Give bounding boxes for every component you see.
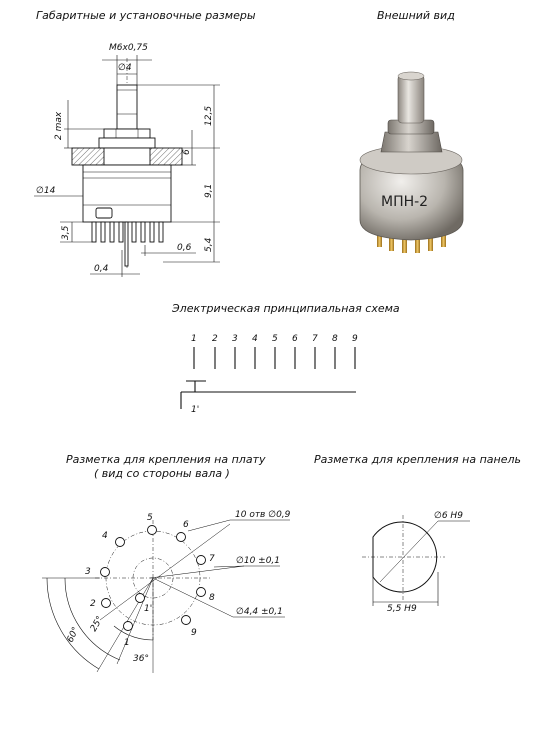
outline-drawing <box>34 43 220 277</box>
dim-2-max: 2 max <box>54 111 64 140</box>
circle-10-label: ∅10 ±0,1 <box>236 556 281 566</box>
hole-label-4: 4 <box>102 531 108 541</box>
dim-0-6: 0,6 <box>177 243 192 253</box>
holes-note: 10 отв ∅0,9 <box>235 510 291 520</box>
hole-label-1: 1 <box>124 638 130 648</box>
shaft-dia-label: ∅4 <box>118 63 132 73</box>
dim-5-4: 5,4 <box>204 237 214 252</box>
angle-25-label: 25° <box>88 614 106 634</box>
angle-60-label: 60° <box>65 625 82 645</box>
contact-label-6: 6 <box>292 334 298 344</box>
board-marking-heading: Разметка для крепления на плату <box>66 453 266 466</box>
nut <box>104 129 150 138</box>
hole-label-5: 5 <box>147 513 153 523</box>
pins <box>92 222 163 266</box>
hole-label-6: 6 <box>183 520 189 530</box>
dim-0-4: 0,4 <box>94 264 109 274</box>
product-photo <box>360 72 463 253</box>
appearance-heading: Внешний вид <box>377 9 455 22</box>
dim-6: 6 <box>182 149 192 155</box>
body-dia-label: ∅14 <box>36 186 56 196</box>
contact-label-4: 4 <box>252 334 258 344</box>
contact-label-1: 1 <box>191 334 197 344</box>
hole-label-8: 8 <box>209 593 215 603</box>
shaft <box>117 85 137 129</box>
board-layout <box>42 510 291 673</box>
dim-12-5: 12,5 <box>204 105 214 126</box>
schematic-heading: Электрическая принципиальная схема <box>172 302 400 315</box>
contact-label-8: 8 <box>332 334 338 344</box>
dim-3-5: 3,5 <box>61 225 71 240</box>
thread-dim-label: М6х0,75 <box>109 43 148 53</box>
dim-9-1: 9,1 <box>204 183 214 198</box>
hole-label-9: 9 <box>191 628 197 638</box>
panel-layout <box>362 511 470 614</box>
panel-flat-width-label: 5,5 H9 <box>387 604 417 614</box>
hole-label-common: 1' <box>144 604 153 614</box>
panel-hole-dia-label: ∅6 H9 <box>434 511 463 521</box>
common-contact-label: 1' <box>191 405 200 415</box>
hole-label-3: 3 <box>85 567 91 577</box>
hole-label-7: 7 <box>209 554 215 564</box>
contact-labels <box>191 334 358 344</box>
contact-label-2: 2 <box>212 334 218 344</box>
board-marking-note: ( вид со стороны вала ) <box>94 467 230 480</box>
angle-36-label: 36° <box>133 654 149 664</box>
contact-label-5: 5 <box>272 334 278 344</box>
contact-label-3: 3 <box>232 334 238 344</box>
panel-marking-heading: Разметка для крепления на панель <box>314 453 522 466</box>
contact-label-7: 7 <box>312 334 318 344</box>
product-label: МПН-2 <box>381 194 429 210</box>
schematic-diagram <box>181 334 358 415</box>
circle-4-4-label: ∅4,4 ±0,1 <box>236 607 283 617</box>
hole-label-2: 2 <box>90 599 96 609</box>
dimensions-heading: Габаритные и установочные размеры <box>36 9 256 22</box>
contact-label-9: 9 <box>352 334 358 344</box>
